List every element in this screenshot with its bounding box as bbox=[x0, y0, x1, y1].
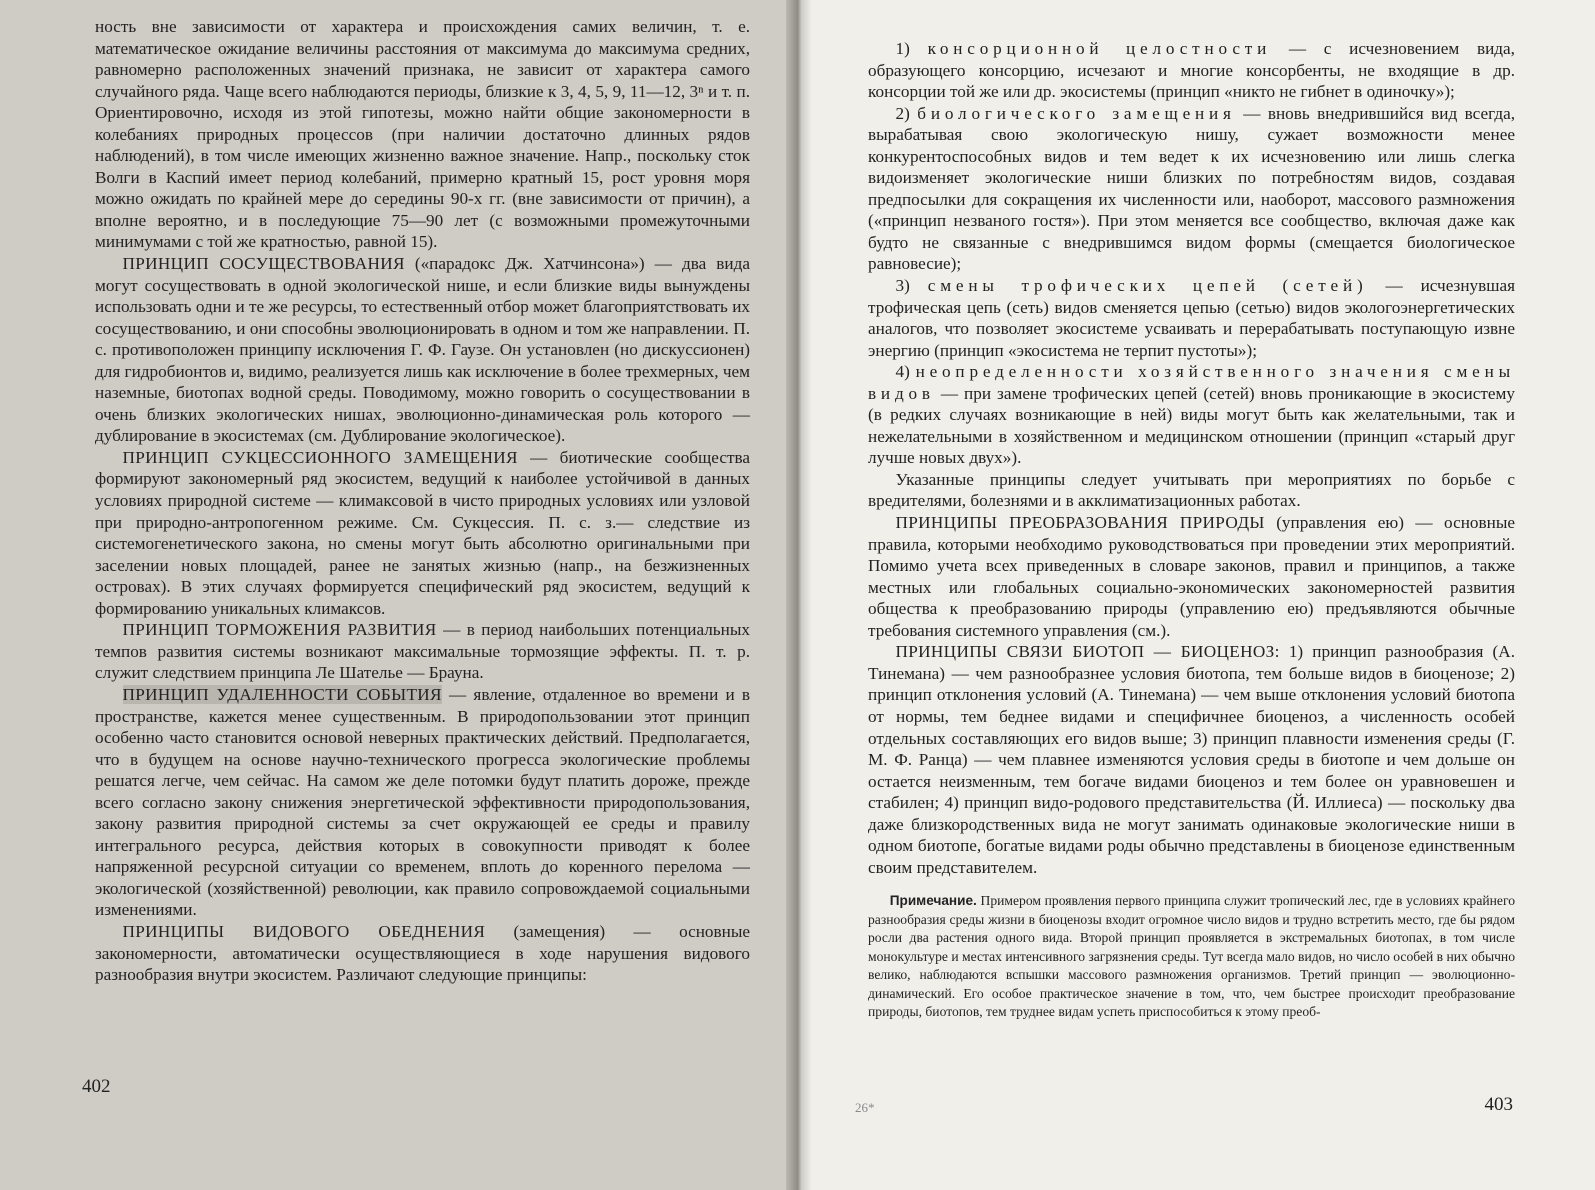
spaced-term: биологического замещения bbox=[917, 103, 1236, 123]
right-page-text bbox=[868, 38, 1515, 878]
paragraph: Указанные принципы следует учитывать при мероприятиях по борьбе с вредителями, болезнями и в акклиматизационных работах. bbox=[868, 469, 1515, 511]
page-number-left: 402 bbox=[82, 1076, 111, 1097]
dictionary-entry bbox=[95, 447, 750, 619]
entry-heading-highlighted: ПРИНЦИП УДАЛЕННОСТИ СОБЫТИЯ bbox=[122, 684, 442, 704]
entry-text: — в период наибольших потенциальных темпов развития системы возникают максимальные тормозящие эффекты. П. т. р. служит следствием принципа Ле Шателье — Брауна. bbox=[95, 620, 750, 683]
dictionary-entry bbox=[95, 684, 750, 921]
list-item: 1) консорционной целостности — с исчезновением вида, образующего консорцию, исчезают и многие консорбенты, не входящие в др. консорции той же или др. экосистемы (принцип «никто не гибнет в одиночку»); bbox=[868, 39, 1515, 102]
spaced-term: смены трофических цепей (сетей) bbox=[927, 276, 1368, 296]
footnote bbox=[868, 892, 1515, 1022]
entry-heading: ПРИНЦИП СУКЦЕССИОННОГО ЗАМЕЩЕНИЯ bbox=[122, 447, 518, 467]
paragraph: ность вне зависимости от характера и происхождения самих величин, т. е. математическое ожидание величины расстояния от максимума до максимума средних, равномерно расположенных значений признака, не зависит от характера самого случайного ряда. Чаще всего наблюдаются периоды, близкие к 3, 4, 5, 9, 11—12, 3ⁿ и т. п. Ориентировочно, исходя из этой гипотезы, можно найти общие закономерности в колебаниях природных процессов (при наличии достаточно длинных рядов наблюдений), в том числе имеющих жизненно важное значение. Напр., поскольку сток Волги в Каспий имеет период колебаний, примерно кратный 15, рост уровня моря можно ожидать по крайней мере до середины 90-х гг. (вне зависимости от причин), а вполне вероятно, и в последующие 75—90 лет (с возможными промежуточными минимумами с той же кратностью, равной 15). bbox=[95, 17, 750, 252]
entry-text: (управления ею) — основные правила, которыми необходимо руководствоваться при проведении этих мероприятий. Помимо учета всех приведенных в словаре законов, правил и принципов, а также местных или глобальных социально-экономических закономерностей развития общества к преобразованию природы (управлению ею) предъявляются обычные требования системного управления (см.). bbox=[868, 513, 1515, 640]
footnote-text: Примером проявления первого принципа служит тропический лес, где в условиях крайнего разнообразия среды жизни в биоценозы входит огромное число видов и трудно встретить место, где бы рядом росли два растения одного вида. Второй принцип проявляется в экстремальных биотопах, в том числе монокультуре и местах интенсивного загрязнения среды. Тут всегда мало видов, но число особей в них обычно велико, наблюдаются вспышки массового размножения организмов. Третий принцип — эволюционно-динамический. Его особое практическое значение в том, что, чем быстрее происходит преобразование природы, биотопов, тем труднее видам успеть приспособиться к этому преоб- bbox=[868, 893, 1515, 1020]
spaced-term: неопределенности хозяйственного значения смены видов bbox=[868, 362, 1515, 403]
footnote-label: Примечание. bbox=[889, 893, 977, 909]
dictionary-entry bbox=[95, 619, 750, 684]
dictionary-entry bbox=[95, 253, 750, 447]
signature-mark: 26* bbox=[855, 1100, 875, 1115]
right-page bbox=[790, 0, 1595, 1190]
list-item: 3) смены трофических цепей (сетей) — исчезнувшая трофическая цепь (сеть) видов сменяется цепью (сетью) видов экологоэнергетических аналогов, что позволяет экосистеме усваивать и перерабатывать поступающую извне энергию (принцип «экосистема не терпит пустоты»); bbox=[868, 276, 1515, 360]
book-gutter bbox=[786, 0, 812, 1190]
entry-heading: ПРИНЦИП СОСУЩЕСТВОВАНИЯ bbox=[122, 254, 405, 274]
entry-text: (замещения) — основные закономерности, автоматически осуществляющиеся в ходе нарушения видового разнообразия внутри экосистем. Различают следующие принципы: bbox=[95, 921, 750, 985]
list-item: 2) биологического замещения — вновь внедрившийся вид всегда, вырабатывая свою экологическую нишу, сужает возможности менее конкурентоспособных видов и тем ведет к их исчезновению или лишь слегка видоизменяет экологические ниши близких по потребностям видов, создавая предпосылки для сокращения их численности или, наоборот, массового размножения («принцип незваного гостя»). При этом меняется все сообщество, включая даже как будто не связанные с внедрившимся видом формы (смещается биологическое равновесие); bbox=[868, 103, 1516, 274]
entry-heading: ПРИНЦИПЫ ВИДОВОГО ОБЕДНЕНИЯ bbox=[122, 921, 486, 941]
entry-text: — явление, отдаленное во времени и в пространстве, кажется менее существенным. В природопользовании этот принцип особенно часто становится основой неверных практических действий. Предполагается, что в будущем на основе научно-технического прогресса экологические проблемы решатся легче, чем сейчас. На самом же деле потомки будут платить дороже, прежде всего согласно закону снижения энергетической эффективности природопользования, закону развития природной системы за счет окружающей ее среды и правилу интегрального ресурса, действия которых в совокупности приводят к более напряженной ресурсной ситуации со временем, вплоть до коренного перелома — экологической (хозяйственной) революции, как правило сопровождаемой социальными изменениями. bbox=[95, 684, 750, 920]
entry-heading: ПРИНЦИПЫ СВЯЗИ БИОТОП — БИОЦЕНОЗ: bbox=[895, 642, 1280, 662]
entry-text: («парадокс Дж. Хатчинсона») — два вида могут сосуществовать в одной экологической нише, и если близкие виды вынуждены использовать одни и те же ресурсы, то естественный отбор может благоприятствовать их сосуществованию, и они способны эволюционировать в одном и том же направлении. П. с. противоположен принципу исключения Г. Ф. Гаузе. Он установлен (но дискуссионен) для гидробионтов и, видимо, реализуется лишь как исключение в более трехмерных, чем наземные, биотопах водной среды. Поводимому, можно говорить о сосуществовании в очень близких экологических нишах, эволюционно-динамическая роль которого — дублирование в экосистемах (см. Дублирование экологическое). bbox=[95, 254, 750, 446]
entry-text: 1) принцип разнообразия (А. Тинемана) — чем разнообразнее условия биотопа, тем больше видов в биоценозе; 2) принцип отклонения условий (А. Тинемана) — чем выше отклонения условий биотопа от нормы, тем беднее видами и специфичнее биоценоз, а численность особей отдельных составляющих его видов выше; 3) принцип плавности изменения среды (Г. М. Ф. Ранца) — чем плавнее изменяются условия среды в биотопе и чем дольше он остается неизменным, тем богаче видами биоценоз и тем более он уравновешен и стабилен; 4) принцип видо-родового представительства (Й. Иллиеса) — поскольку два даже близкородственных вида не могут занимать одинаковые экологические ниши в одном биотопе, богатые видами роды обычно представлены в биоценозе единственным своим представителем. bbox=[868, 642, 1515, 877]
dictionary-entry bbox=[868, 641, 1515, 878]
entry-heading: ПРИНЦИП ТОРМОЖЕНИЯ РАЗВИТИЯ bbox=[122, 620, 437, 640]
spaced-term: консорционной целостности bbox=[927, 39, 1272, 58]
left-page-text bbox=[95, 16, 750, 986]
dictionary-entry bbox=[95, 921, 750, 986]
left-page bbox=[0, 0, 790, 1190]
dictionary-entry bbox=[868, 512, 1515, 641]
list-item: 4) неопределенности хозяйственного значения смены видов — при замене трофических цепей (сетей) вновь проникающие в экосистему (в редких случаях возникающие в ней) виды могут быть как желательными, так и нежелательными в хозяйственном и медицинском отношении (принцип «старый друг лучше новых двух»). bbox=[868, 362, 1515, 468]
entry-text: — биотические сообщества формируют закономерный ряд экосистем, ведущий к наиболее устойчивой в данных условиях природной системе — климаксовой в чисто природных условиях или узловой при природно-антропогенном режиме. См. Сукцессия. П. с. з.— следствие из системогенетического закона, но смены могут быть абсолютно оригинальными при заселении новых площадей, ранее не занятых жизнью (напр., на безжизненных островах). В этих случаях формируется специфический ряд экосистем, ведущий к формированию уникальных климаксов. bbox=[95, 447, 750, 618]
entry-heading: ПРИНЦИПЫ ПРЕОБРАЗОВАНИЯ ПРИРОДЫ bbox=[895, 513, 1265, 533]
page-number-right: 403 bbox=[1484, 1094, 1513, 1115]
